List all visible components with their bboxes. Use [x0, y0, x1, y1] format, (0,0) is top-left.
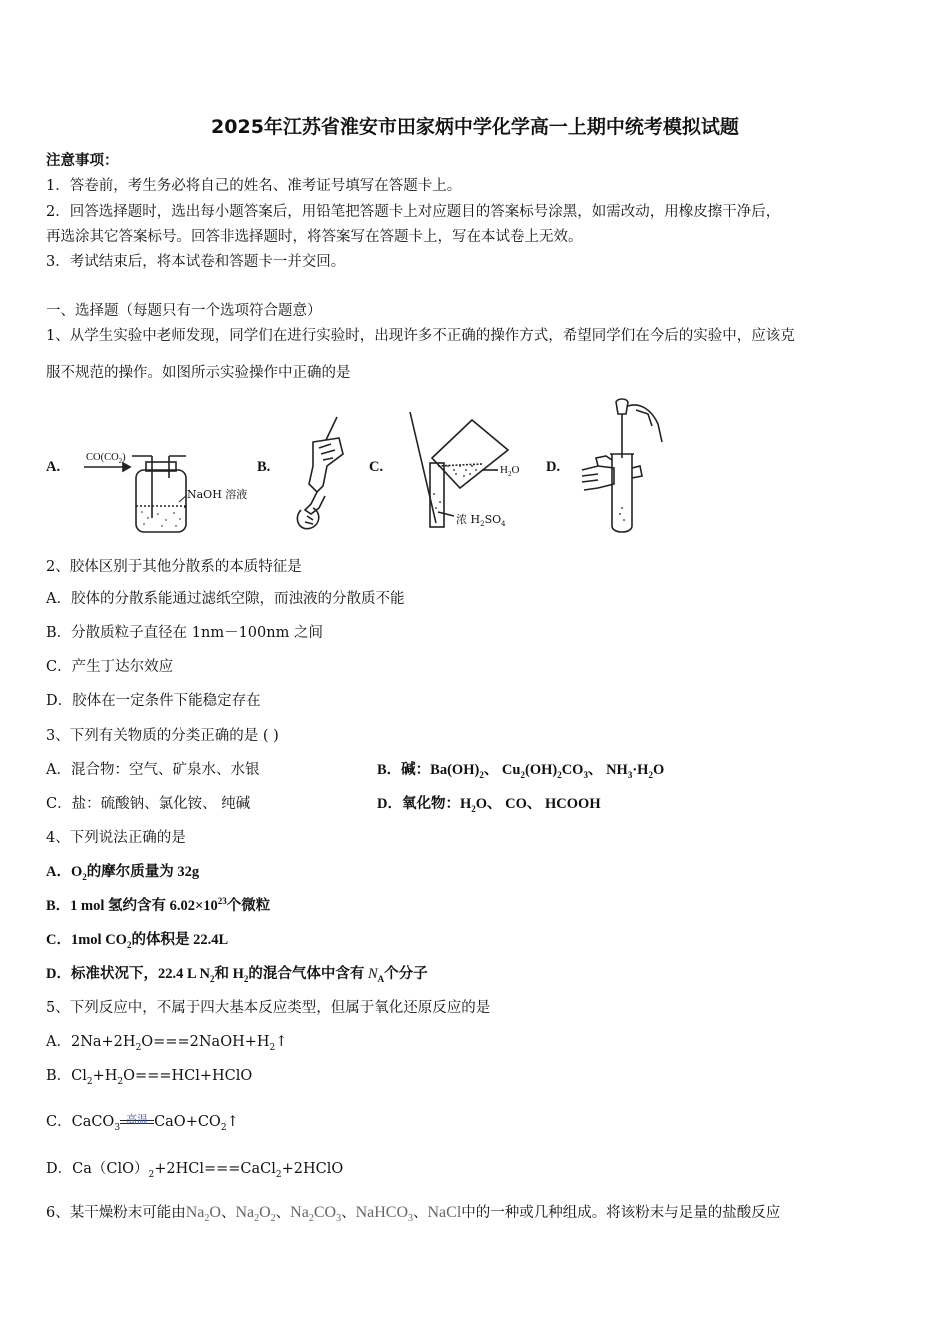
figure-b-hand-vial — [283, 414, 358, 536]
question-2-option-c: C．产生丁达尔效应 — [46, 659, 174, 675]
question-3-option-c: C．盐：硫酸钠、氯化铵、 纯碱 — [46, 796, 251, 812]
fig-a-gas-label: $CO(CO_2)$ — [86, 452, 126, 465]
section-heading: 一、选择题（每题只有一个选项符合题意） — [46, 303, 322, 319]
question-6-stem: 6、某干燥粉末可能由$Na_2O$、$Na_2O_2$、$Na_2CO_3$、NaHCO$_3$、NaCl中的一种或几种组成。将该粉末与足量的盐酸反应 — [46, 1204, 781, 1225]
question-5-option-c: C．CaCO$_3$ 高温 $CaO+CO_2↑$ — [46, 1112, 239, 1132]
question-3-option-b: B．碱：$Ba(OH)_2$、 $Cu_2(OH)_2CO_3$、 $NH_3\cdot H_2O$ — [377, 762, 665, 780]
option-b-label: B. — [257, 459, 271, 475]
question-4-option-d: D．标准状况下，22.4 L $N_2$和 $H_2$的混合气体中含有 $N_A$个分子 — [46, 966, 428, 984]
question-2-option-b: B．分散质粒子直径在 1nm－100nm 之间 — [46, 625, 323, 641]
compound-nahco3: NaHCO$_3$ — [355, 1204, 413, 1225]
question-4-option-c: C．1mol $CO_2$的体积是 22.4L — [46, 932, 229, 950]
notice-item: 1．答卷前，考生务必将自己的姓名、准考证号填写在答题卡上。 — [46, 178, 462, 194]
notice-item: 再选涂其它答案标号。回答非选择题时，将答案写在答题卡上，写在本试卷上无效。 — [46, 229, 583, 245]
question-5-option-a: A．$2Na+2H_2O===2NaOH+H_2↑$ — [46, 1034, 288, 1053]
question-2-stem: 2、胶体区别于其他分散系的本质特征是 — [46, 559, 302, 575]
option-d-label: D. — [546, 459, 561, 475]
question-5-option-b: B．$Cl_2+H_2O===HCl+HClO$ — [46, 1068, 253, 1087]
compound-nacl: NaCl — [427, 1204, 462, 1221]
figure-c-acid-dilution — [398, 408, 538, 532]
fig-c-water-label: $H_2O$ — [500, 464, 520, 478]
compound-na2co3: $Na_2CO_3$ — [290, 1204, 342, 1225]
compound-na2o2: $Na_2O_2$ — [235, 1204, 276, 1225]
question-1-stem: 1、从学生实验中老师发现，同学们在进行实验时，出现许多不正确的操作方式，希望同学们在今后的实验中，应该克 — [46, 328, 795, 344]
question-5-stem: 5、下列反应中，不属于四大基本反应类型，但属于氧化还原反应的是 — [46, 1000, 491, 1016]
question-4-stem: 4、下列说法正确的是 — [46, 830, 186, 846]
fig-c-acid-label: 浓 $H_2SO_4$ — [456, 513, 506, 528]
option-a-label: A. — [46, 459, 61, 475]
figure-a-gas-washing — [74, 440, 254, 540]
question-4-option-a: A．$O_2$的摩尔质量为 32g — [46, 864, 200, 882]
question-3-option-a: A．混合物：空气、矿泉水、水银 — [46, 762, 260, 778]
figure-d-dropper-tube — [578, 396, 668, 536]
compound-na2o: $Na_2O$ — [185, 1204, 221, 1225]
notice-item: 2．回答选择题时，选出每小题答案后，用铅笔把答题卡上对应题目的答案标号涂黑，如需改动，用橡皮擦干净后， — [46, 204, 781, 220]
question-2-option-a: A．胶体的分散系能通过滤纸空隙，而浊液的分散质不能 — [46, 591, 405, 607]
notice-item: 3．考试结束后，将本试卷和答题卡一并交回。 — [46, 254, 346, 270]
question-3-option-d: D．氧化物：$H_2O$、 CO、 HCOOH — [377, 796, 601, 814]
question-2-option-d: D．胶体在一定条件下能稳定存在 — [46, 693, 261, 709]
page-title: 2025年江苏省淮安市田家炳中学化学高一上期中统考模拟试题 — [211, 116, 739, 138]
notice-heading: 注意事项： — [46, 152, 119, 169]
option-c-label: C. — [369, 459, 384, 475]
reaction-condition: 高温 — [126, 1113, 149, 1126]
question-1-stem-cont: 服不规范的操作。如图所示实验操作中正确的是 — [46, 365, 351, 381]
question-3-stem: 3、下列有关物质的分类正确的是 ( ) — [46, 728, 279, 744]
question-5-option-d: D．$Ca(ClO)_2+2HCl===CaCl_2+2HClO$ — [46, 1161, 344, 1180]
fig-a-solution-label: NaOH 溶液 — [187, 488, 248, 501]
question-4-option-b: B．1 mol 氢约含有 $6.02\times 10^{23}$个微粒 — [46, 896, 271, 914]
